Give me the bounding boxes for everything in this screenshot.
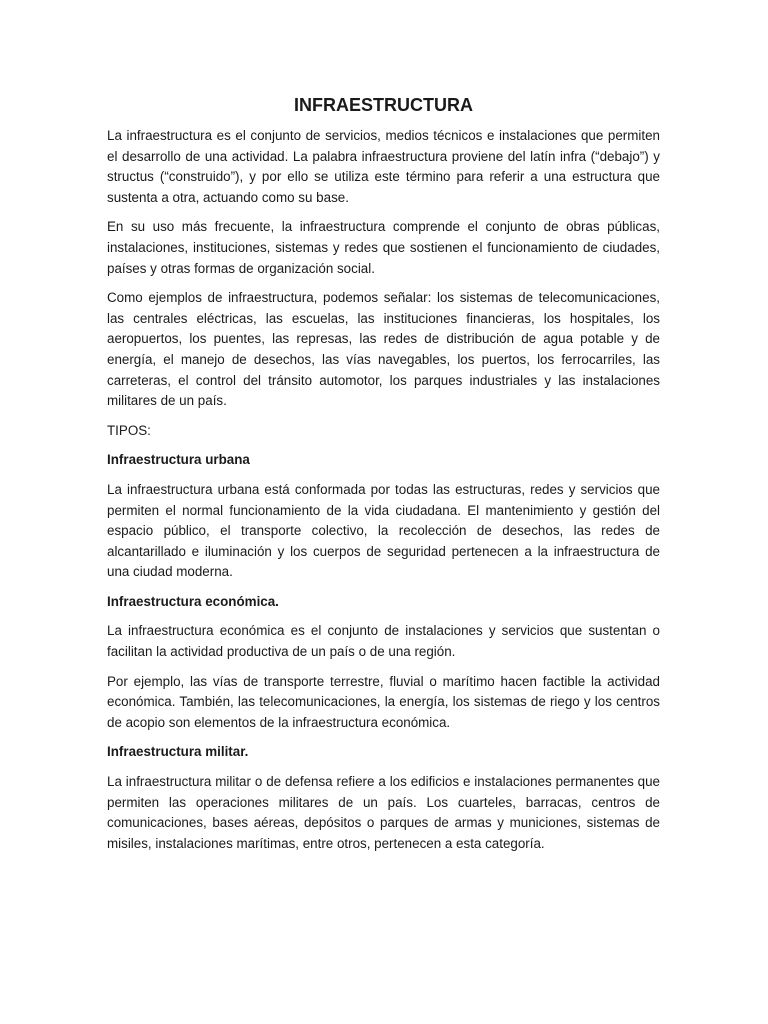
types-label: TIPOS: [107, 422, 151, 438]
intro-paragraph-3: Como ejemplos de infraestructura, podemos señalar: los sistemas de telecomunicaciones, las centrales eléctricas, las escuelas, las instituciones financieras, los hospitales, los aeropuertos, los puentes, las represas, las redes de distribución de agua potable y de energía, el manejo de desechos, las vías navegables, los puertos, los ferrocarriles, las carreteras, el control del tránsito automotor, los parques industriales y las instalaciones militares de un país. [107, 290, 660, 409]
section-urban-infrastructure [107, 450, 660, 583]
section-military-infrastructure [107, 742, 660, 854]
section-paragraph: Por ejemplo, las vías de transporte terrestre, fluvial o marítimo hacen factible la actividad económica. También, las telecomunicaciones, la energía, los sistemas de riego y los centros de acopio son elementos de la infraestructura económica. [107, 673, 660, 730]
section-heading: Infraestructura económica. [107, 593, 279, 609]
intro-paragraph-1: La infraestructura es el conjunto de servicios, medios técnicos e instalaciones que permiten el desarrollo de una actividad. La palabra infraestructura proviene del latín infra (“debajo”) y structus (“construido”), y por ello se utiliza este término para referir a una estructura que sustenta a otra, actuando como su base. [107, 128, 660, 205]
section-paragraph: La infraestructura urbana está conformada por todas las estructuras, redes y servicios que permiten el normal funcionamiento de la vida ciudadana. El mantenimiento y gestión del espacio público, el transporte colectivo, la recolección de desechos, las redes de alcantarillado e iluminación y los cuerpos de seguridad pertenecen a la infraestructura de una ciudad moderna. [107, 481, 660, 580]
section-paragraph: La infraestructura económica es el conjunto de instalaciones y servicios que sustentan o facilitan la actividad productiva de un país o de una región. [107, 623, 660, 660]
intro-paragraph-2: En su uso más frecuente, la infraestructura comprende el conjunto de obras públicas, instalaciones, instituciones, sistemas y redes que sostienen el funcionamiento de ciudades, países y otras formas de organización social. [107, 219, 660, 276]
section-heading: Infraestructura militar. [107, 744, 249, 760]
section-economic-infrastructure [107, 592, 660, 734]
section-paragraph: La infraestructura militar o de defensa refiere a los edificios e instalaciones permanentes que permiten las operaciones militares de un país. Los cuarteles, barracas, centros de comunicaciones, bases aéreas, depósitos o parques de armas y municiones, sistemas de misiles, instalaciones marítimas, entre otros, pertenecen a esta categoría. [107, 774, 660, 851]
section-heading: Infraestructura urbana [107, 452, 250, 468]
document-title: INFRAESTRUCTURA [294, 95, 473, 115]
document-body [107, 94, 660, 863]
